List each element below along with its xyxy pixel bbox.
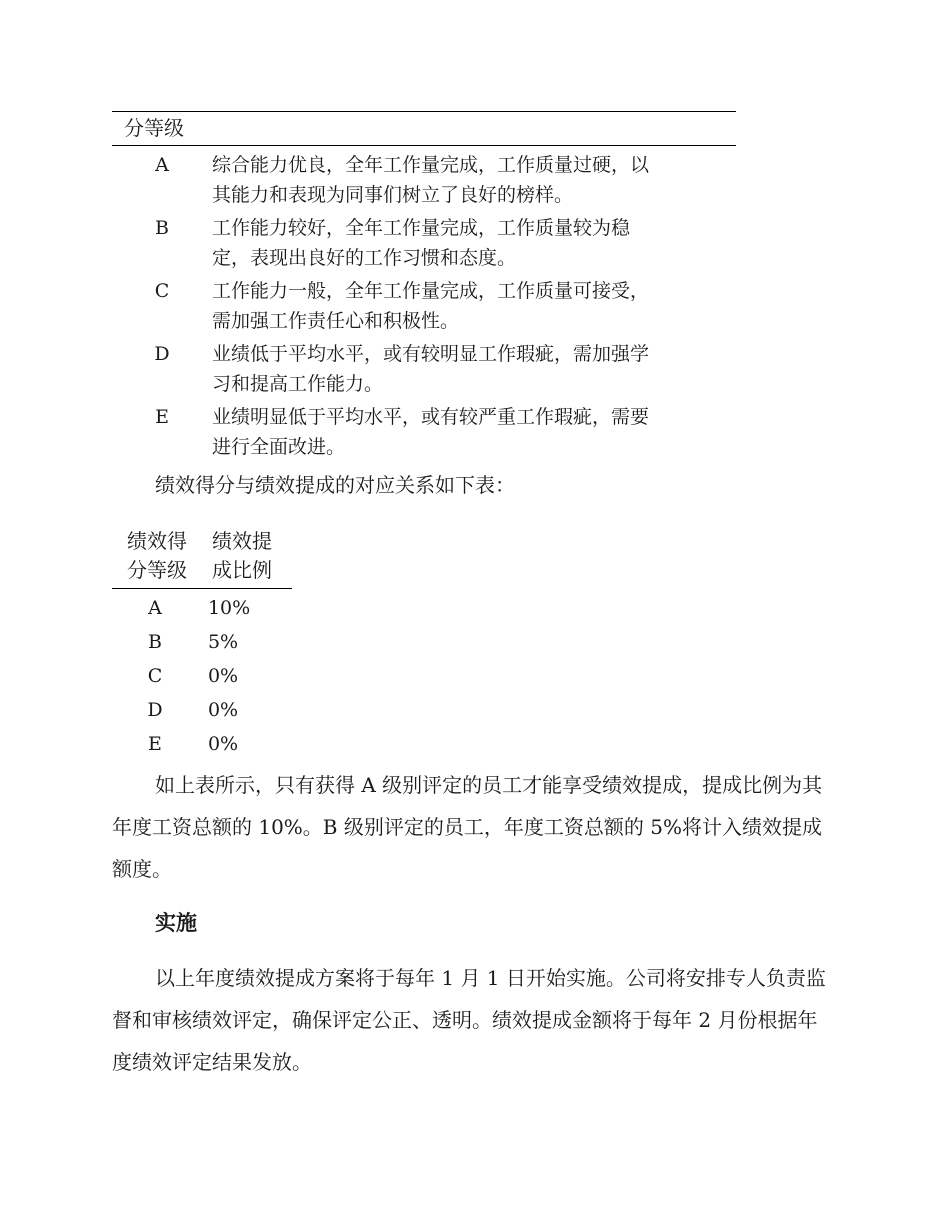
ratio-cell: 0%	[207, 733, 239, 755]
description-cell	[212, 150, 722, 210]
header-line: 绩效提	[212, 529, 272, 553]
grade-cell: E	[155, 406, 169, 428]
description-line: 综合能力优良，全年工作量完成，工作质量过硬，以	[212, 154, 650, 176]
grade-cell: A	[148, 597, 162, 619]
ratio-cell: 0%	[207, 665, 239, 687]
grade-cell: A	[155, 154, 169, 176]
table-header: 分等级	[112, 112, 736, 146]
implementation-paragraph: 以上年度绩效提成方案将于每年 1 月 1 日开始实施。公司将安排专人负责监督和审核绩效评定，确保评定公正、透明。绩效提成金额将于每年 2 月份根据年度绩效评定结果发放。	[112, 966, 826, 1074]
table-row	[112, 339, 736, 399]
description-line: 工作能力一般，全年工作量完成，工作质量可接受，	[212, 280, 650, 302]
description-cell	[212, 339, 722, 399]
description-line: 定，表现出良好的工作习惯和态度。	[212, 247, 517, 269]
table-row	[112, 693, 292, 727]
description-line: 业绩低于平均水平，或有较明显工作瑕疵，需加强学	[212, 343, 650, 365]
grade-cell: E	[148, 733, 162, 755]
description-line: 需加强工作责任心和积极性。	[212, 310, 460, 332]
table-header	[112, 527, 292, 589]
description-cell	[212, 276, 722, 336]
commission-rate-table	[112, 527, 292, 761]
table-row	[112, 625, 292, 659]
table-row	[112, 402, 736, 462]
grade-description-table	[112, 111, 736, 462]
section-heading-implementation: 实施	[155, 911, 197, 935]
header-ratio	[202, 527, 280, 585]
description-cell	[212, 213, 722, 273]
description-line: 习和提高工作能力。	[212, 373, 384, 395]
description-line: 工作能力较好，全年工作量完成，工作质量较为稳	[212, 217, 631, 239]
ratio-cell: 5%	[207, 631, 239, 653]
description-line: 业绩明显低于平均水平，或有较严重工作瑕疵，需要	[212, 406, 650, 428]
explanation-paragraph: 如上表所示，只有获得 A 级别评定的员工才能享受绩效提成，提成比例为其年度工资总额的 10%。B 级别评定的员工，年度工资总额的 5%将计入绩效提成额度。	[112, 773, 823, 881]
description-cell	[212, 402, 722, 462]
grade-cell: D	[154, 343, 170, 365]
table-row	[112, 276, 736, 336]
grade-cell: D	[147, 699, 163, 721]
header-line: 分等级	[127, 558, 187, 582]
grade-cell: C	[154, 280, 170, 302]
description-line: 进行全面改进。	[212, 436, 346, 458]
ratio-cell: 0%	[207, 699, 239, 721]
table-row	[112, 727, 292, 761]
grade-cell: B	[155, 217, 169, 239]
table-row	[112, 591, 292, 625]
table-intro-text: 绩效得分与绩效提成的对应关系如下表：	[155, 473, 515, 497]
table-row	[112, 213, 736, 273]
header-line: 成比例	[212, 558, 272, 582]
description-line: 其能力和表现为同事们树立了良好的榜样。	[212, 184, 574, 206]
table-row	[112, 150, 736, 210]
grade-cell: B	[147, 631, 162, 653]
grade-cell: C	[147, 665, 163, 687]
header-line: 绩效得	[127, 529, 187, 553]
ratio-cell: 10%	[207, 597, 251, 619]
table-row	[112, 659, 292, 693]
header-grade	[112, 527, 202, 585]
